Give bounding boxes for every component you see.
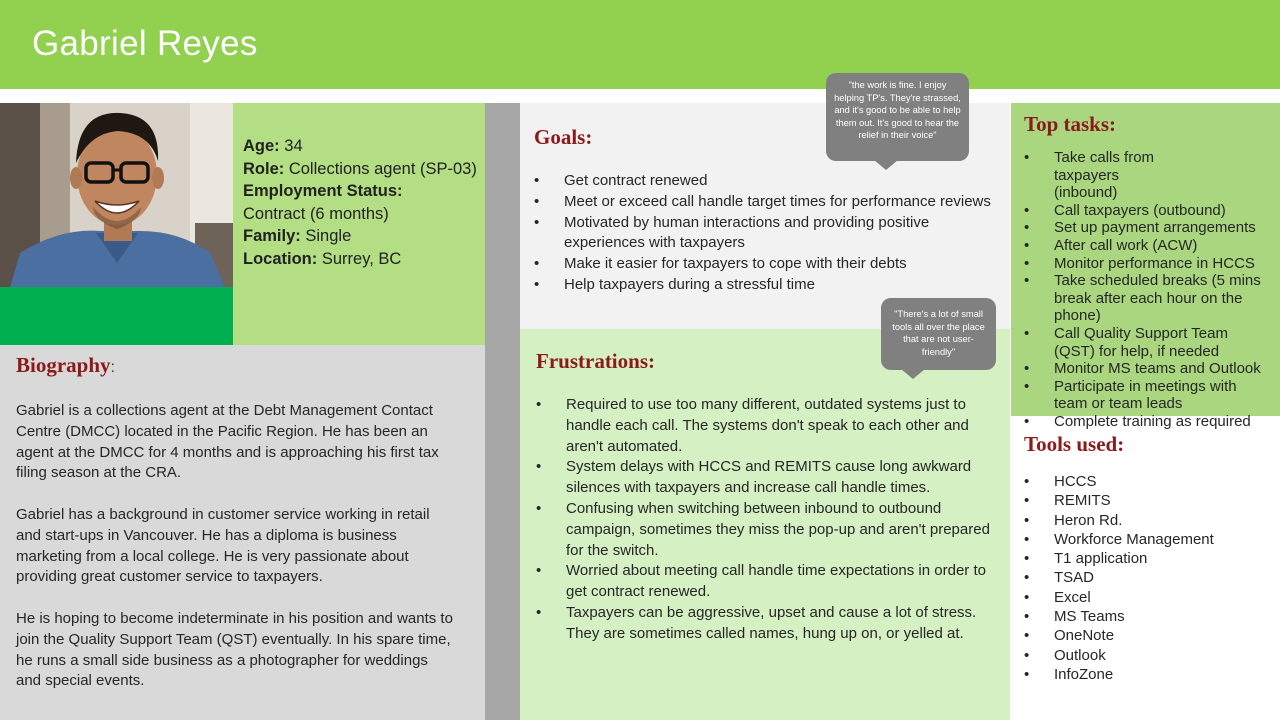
biography-title: Biography: — [16, 353, 115, 377]
list-item: • HCCS — [1024, 472, 1274, 491]
list-item: • Complete training as required — [1024, 413, 1274, 431]
goals-title: Goals: — [534, 125, 593, 149]
list-item: • InfoZone — [1024, 665, 1274, 684]
family-row: Family: Single — [243, 227, 352, 245]
top-tasks-list — [1024, 149, 1274, 431]
list-item: • Monitor performance in HCCS — [1024, 255, 1274, 273]
list-item: • REMITS — [1024, 491, 1274, 510]
list-item: • Outlook — [1024, 646, 1274, 665]
accent-block — [0, 287, 233, 345]
location-value: Surrey, BC — [321, 249, 402, 268]
biography-paragraph: Gabriel has a background in customer service working in retail and start-ups in Vancouver. He has a diploma is business marketing from a local college. He is very passionate about providing great customer service to taxpayers. — [16, 505, 430, 586]
list-item: • Take scheduled breaks (5 mins break after each hour on the phone) — [1024, 272, 1274, 325]
biography-paragraph: Gabriel is a collections agent at the Debt Management Contact Centre (DMCC) located in the Pacific Region. He has been an agent at the DMCC for 4 months and is approaching his first tax filing season at the CRA. — [16, 402, 439, 482]
tools-list — [1024, 472, 1274, 684]
list-item: • OneNote — [1024, 626, 1274, 645]
persona-photo — [0, 103, 233, 287]
list-item: • T1 application — [1024, 549, 1274, 568]
frustrations-section — [520, 329, 1010, 720]
list-item: • Confusing when switching between inbound to outbound campaign, sometimes they miss the pop-up and aren't prepared for the switch. — [536, 499, 1006, 561]
goals-list — [534, 171, 1002, 296]
age-row: Age: 34 — [243, 137, 303, 155]
list-item: • Meet or exceed call handle target times for performance reviews — [534, 192, 1002, 213]
employment-label: Employment Status: — [243, 182, 403, 200]
header-banner — [0, 0, 1280, 89]
role-value: Collections agent (SP-03) — [288, 159, 477, 178]
age-value: 34 — [284, 137, 303, 155]
persona-name: Gabriel Reyes — [32, 24, 258, 63]
list-item: • Motivated by human interactions and providing positive experiences with taxpayers — [534, 213, 1002, 255]
tools-title: Tools used: — [1024, 432, 1125, 456]
list-item: • System delays with HCCS and REMITS cause long awkward silences with taxpayers and increase call handle times. — [536, 457, 1006, 499]
list-item: • Help taxpayers during a stressful time — [534, 275, 1002, 296]
speech-tail — [901, 369, 925, 379]
list-item: • Heron Rd. — [1024, 511, 1274, 530]
goals-quote-text: "the work is fine. I enjoy helping TP's. They're strassed, and it's good to be able to help them out. It's good to hear the relief in their voice" — [834, 80, 961, 141]
goals-quote-bubble — [826, 73, 969, 161]
column-divider — [485, 103, 520, 720]
list-item: • Required to use too many different, outdated systems just to handle each call. The systems don't speak to each other and aren't automated. — [536, 395, 1006, 457]
role-row: Role: Collections agent (SP-03) — [243, 159, 477, 178]
list-item: • Taxpayers can be aggressive, upset and cause a lot of stress. They are sometimes called names, hung up on, or yelled at. — [536, 603, 1006, 645]
list-item: • Call taxpayers (outbound) — [1024, 202, 1274, 220]
speech-tail — [874, 160, 898, 170]
biography-body — [16, 401, 456, 713]
list-item: • After call work (ACW) — [1024, 237, 1274, 255]
frustrations-list — [536, 395, 1006, 645]
biography-paragraph: He is hoping to become indeterminate in his position and wants to join the Quality Support Team (QST) eventually. In his spare time, he runs a small side business as a photographer for weddings and special events. — [16, 609, 453, 690]
family-value: Single — [305, 227, 352, 245]
list-item: • Worried about meeting call handle time expectations in order to get contract renewed. — [536, 561, 1006, 603]
frustrations-title: Frustrations: — [536, 349, 655, 373]
frustrations-quote-bubble — [881, 298, 996, 370]
biography-section — [0, 345, 485, 720]
list-item: • MS Teams — [1024, 607, 1274, 626]
profile-details — [243, 135, 479, 270]
list-item: • Call Quality Support Team (QST) for help, if needed — [1024, 325, 1274, 360]
employment-value: Contract (6 months) — [243, 204, 389, 223]
list-item: • Make it easier for taxpayers to cope with their debts — [534, 254, 1002, 275]
frustrations-quote-text: "There's a lot of small tools all over the place that are not user-friendly" — [892, 309, 985, 357]
list-item: • TSAD — [1024, 568, 1274, 587]
list-item: • Participate in meetings with team or team leads — [1024, 378, 1274, 413]
persona-portrait-illustration — [0, 103, 233, 287]
list-item: • Set up payment arrangements — [1024, 219, 1274, 237]
profile-panel — [233, 103, 485, 345]
list-item: • Monitor MS teams and Outlook — [1024, 360, 1274, 378]
list-item: • Workforce Management — [1024, 530, 1274, 549]
location-row: Location: Surrey, BC — [243, 249, 402, 268]
list-item: • Excel — [1024, 588, 1274, 607]
list-item: • Get contract renewed — [534, 171, 1002, 192]
list-item: • Take calls from taxpayers (inbound) — [1024, 149, 1274, 202]
top-tasks-title: Top tasks: — [1024, 112, 1117, 136]
top-tasks-section — [1011, 103, 1280, 430]
